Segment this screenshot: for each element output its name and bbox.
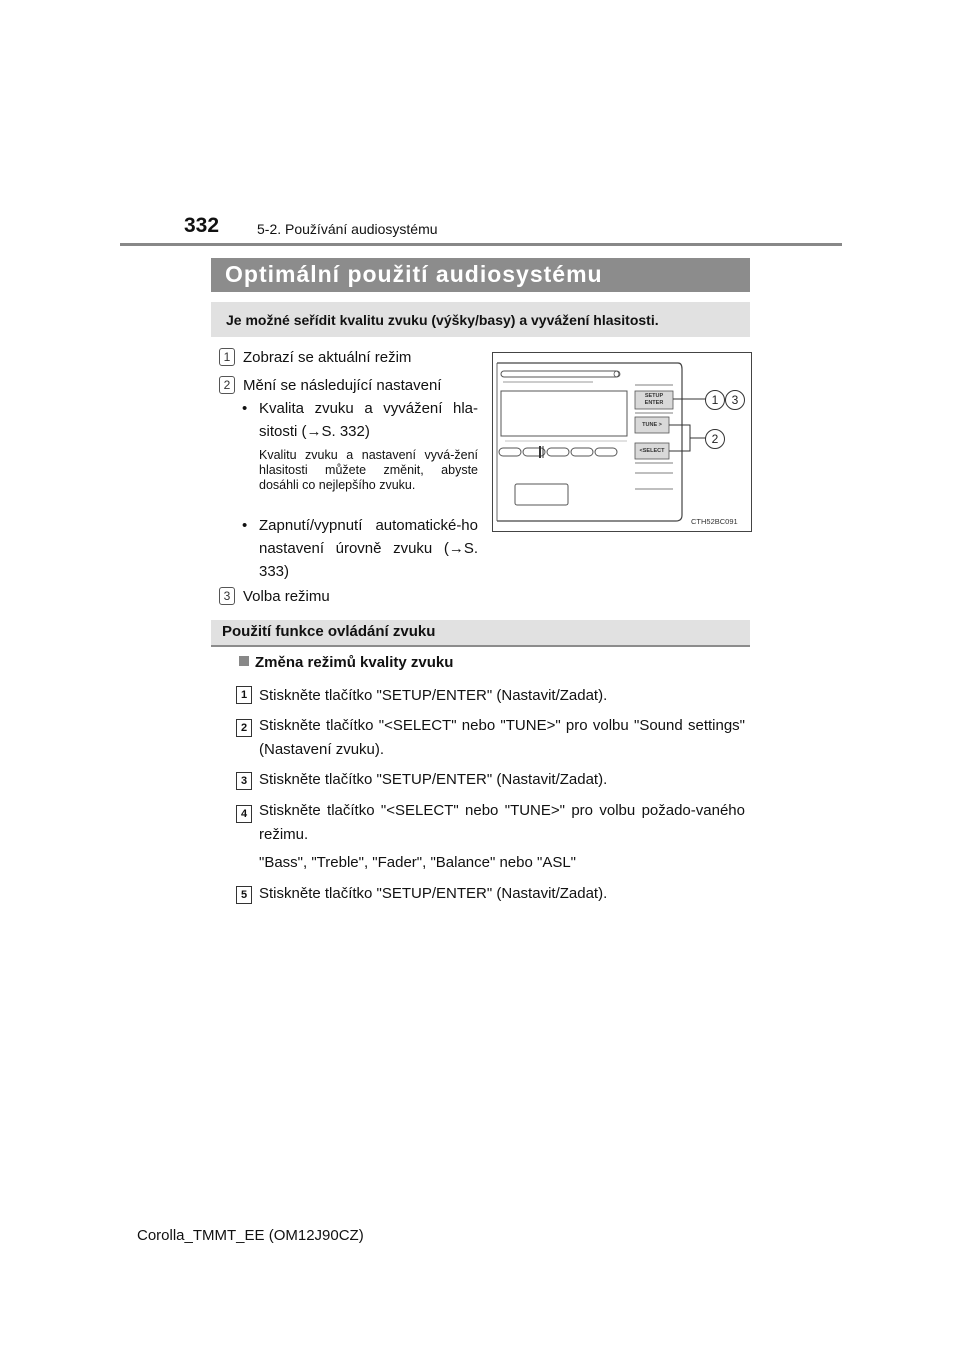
step-badge-2: 2 — [236, 719, 252, 737]
section-header: 5-2. Používání audiosystému — [257, 221, 438, 237]
callout-item-2 — [219, 376, 441, 394]
callout-text-1: Zobrazí se aktuální režim — [243, 349, 412, 366]
step-text-4: Stiskněte tlačítko "<SELECT" nebo "TUNE>" pro volbu požado-vaného režimu. — [259, 802, 745, 843]
audio-unit-figure — [492, 352, 752, 532]
step-text-1: Stiskněte tlačítko "SETUP/ENTER" (Nastavit/Zadat). — [259, 687, 608, 704]
subsection-title: Použití funkce ovládání zvuku — [222, 623, 436, 640]
step-text-3: Stiskněte tlačítko "SETUP/ENTER" (Nastavit/Zadat). — [259, 771, 608, 788]
main-title-bar — [211, 258, 750, 292]
callout-item-1 — [219, 348, 411, 366]
callout-text-2: Mění se následující nastavení — [243, 377, 442, 394]
select-button-label: <SELECT — [639, 448, 665, 454]
callout-text-3: Volba režimu — [243, 588, 330, 605]
intro-text: Je možné seřídit kvalitu zvuku (výšky/basy) a vyvážení hlasitosti. — [226, 312, 659, 328]
step-text-2: Stiskněte tlačítko "<SELECT" nebo "TUNE>" pro volbu "Sound settings" (Nastavení zvuku). — [259, 717, 745, 758]
step-4-options: "Bass", "Treble", "Fader", "Balance" nebo "ASL" — [259, 854, 577, 871]
note-text: Kvalitu zvuku a nastavení vyvá-žení hlasitosti můžete změnit, abyste dosáhli co nejlepšího zvuku. — [259, 448, 478, 492]
bullet-text-2: Zapnutí/vypnutí automatické-ho nastavení úrovně zvuku (→S. 333) — [259, 517, 478, 580]
page-title: Optimální použití audiosystému — [225, 261, 603, 287]
figure-callout-1: 1 — [705, 390, 725, 410]
setup-enter-button-label: SETUP ENTER — [644, 393, 664, 406]
callout-badge-2: 2 — [219, 376, 235, 394]
change-heading-text: Změna režimů kvality zvuku — [255, 654, 454, 671]
callout-badge-1: 1 — [219, 348, 235, 366]
tune-button-label: TUNE > — [642, 422, 662, 428]
header-divider — [120, 243, 842, 246]
footer-model: Corolla_TMMT_EE (OM12J90CZ) — [137, 1227, 364, 1244]
square-bullet-icon — [239, 656, 249, 666]
step-badge-1: 1 — [236, 686, 252, 704]
callout-item-3 — [219, 587, 330, 605]
bullet-text-1: Kvalita zvuku a vyvážení hla-sitosti (→S. 332) — [259, 400, 478, 440]
subsection-bar — [211, 620, 750, 647]
step-badge-3: 3 — [236, 772, 252, 790]
bullet-icon: • — [242, 517, 248, 534]
step-badge-5: 5 — [236, 886, 252, 904]
page-number: 332 — [184, 214, 220, 237]
intro-box — [211, 302, 750, 337]
callout-badge-3: 3 — [219, 587, 235, 605]
step-text-5: Stiskněte tlačítko "SETUP/ENTER" (Nastavit/Zadat). — [259, 885, 608, 902]
figure-code: CTH52BC091 — [691, 517, 738, 526]
bullet-icon: • — [242, 400, 248, 417]
change-heading — [239, 654, 453, 671]
step-badge-4: 4 — [236, 805, 252, 823]
figure-callout-3: 3 — [725, 390, 745, 410]
figure-callout-2: 2 — [705, 429, 725, 449]
